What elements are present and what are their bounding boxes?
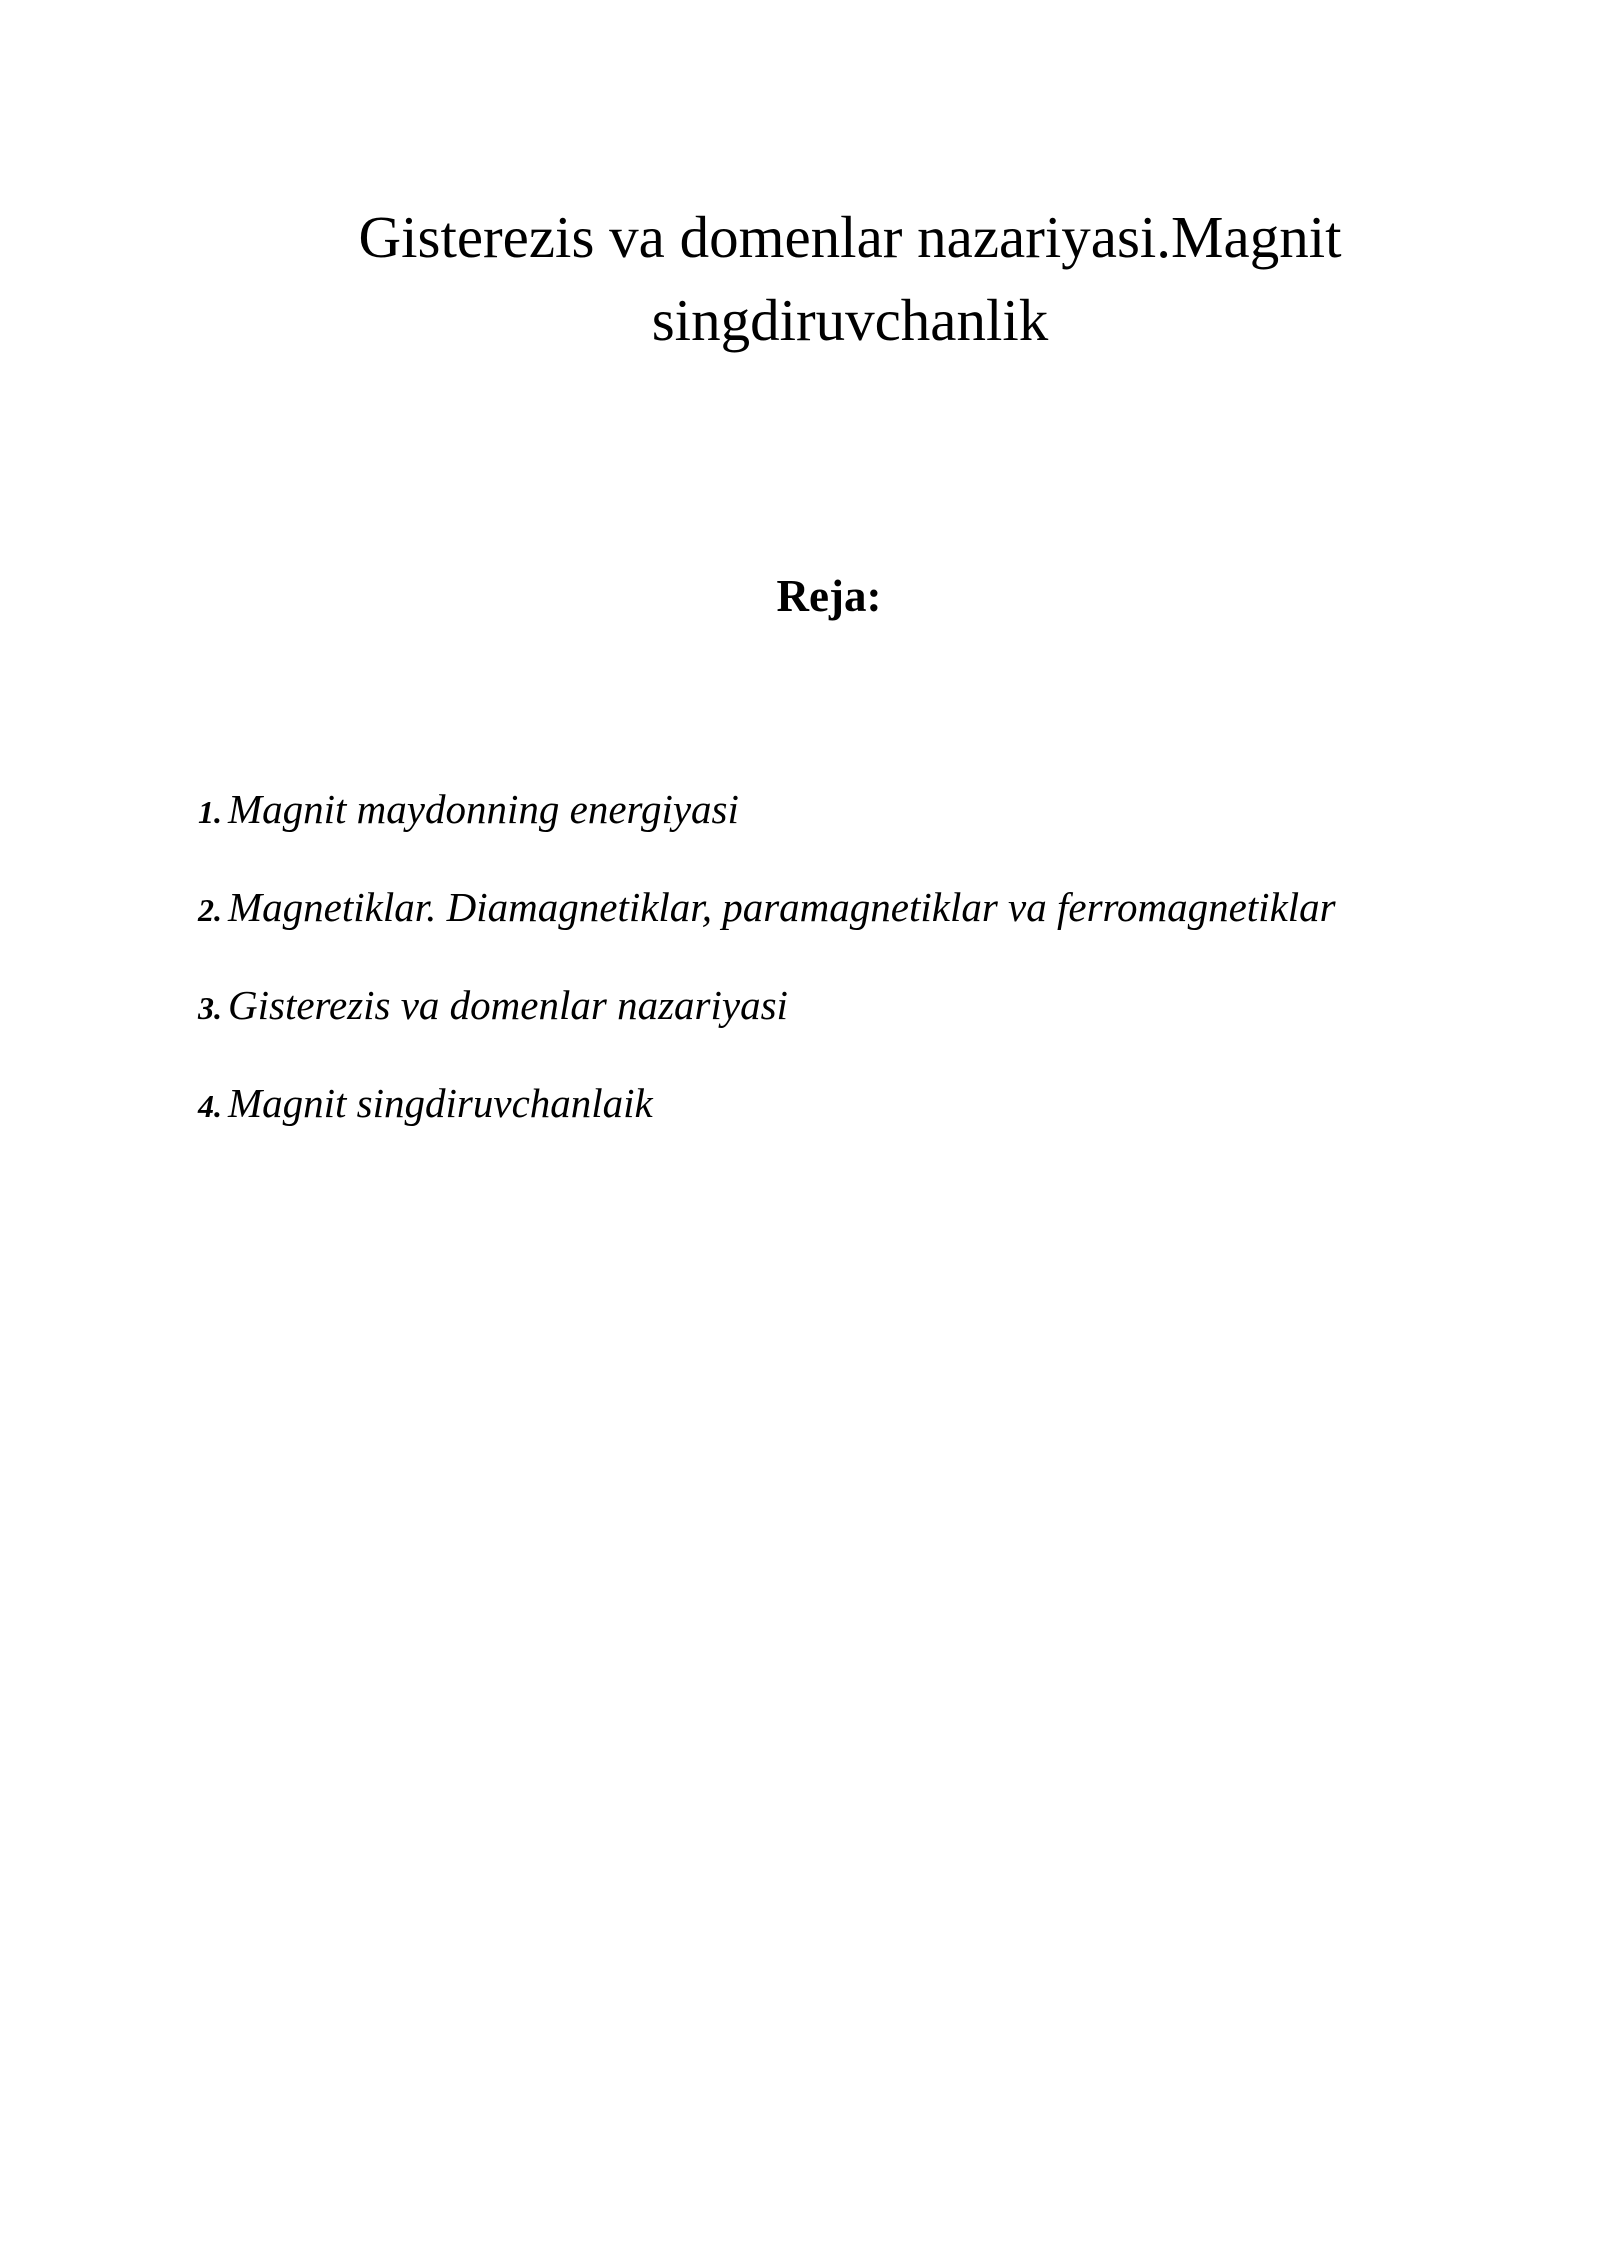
title-line-2: singdiruvchanlik [651,287,1049,353]
plan-item-3 [198,980,1336,1030]
plan-item-1 [198,784,1336,834]
plan-heading: Reja: [776,571,882,621]
plan-item-number: 1. [198,794,222,830]
plan-item-text: Gisterezis va domenlar nazariyasi [228,982,788,1028]
plan-item-text: Magnetiklar. Diamagnetiklar, paramagnetiklar va ferromagnetiklar [228,884,1336,930]
plan-item-4 [198,1078,1336,1128]
plan-item-number: 3. [198,990,222,1026]
plan-item-number: 4. [198,1088,222,1124]
page-title [300,196,1400,362]
plan-list [198,784,1336,1176]
plan-item-number: 2. [198,892,222,928]
plan-item-text: Magnit maydonning energiyasi [228,786,739,832]
title-line-1: Gisterezis va domenlar nazariyasi.Magnit [358,204,1342,270]
plan-item-2 [198,882,1336,932]
plan-item-text: Magnit singdiruvchanlaik [228,1080,653,1126]
